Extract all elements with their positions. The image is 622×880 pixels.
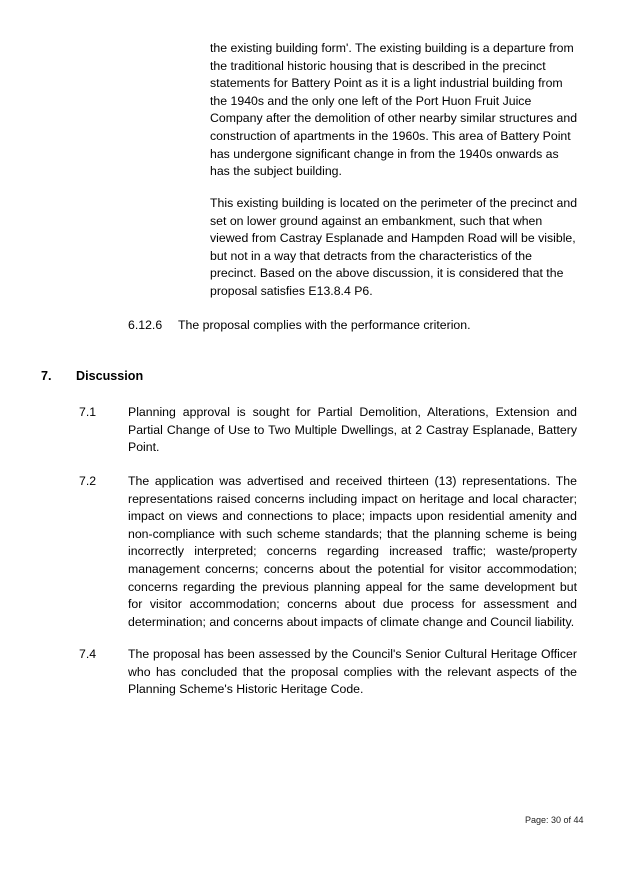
continuation-paragraph-1: the existing building form'. The existing building is a departure from the traditional historic housing that is described in the precinct statements for Battery Point as it is a light industrial building from the 1940s and the only one left of the Port Huon Fruit Juice Company after the demolition of other nearby similar structures and construction of apartments in the 1960s. This area of Battery Point has undergone significant change in from the 1940s onwards as has the subject building. <box>210 41 578 179</box>
item-number: 7.1 <box>79 405 97 419</box>
clause-text: The proposal complies with the performance criterion. <box>178 318 471 332</box>
clause-number: 6.12.6 <box>128 318 163 332</box>
page-number: Page: 30 of 44 <box>525 815 584 825</box>
section-title: Discussion <box>76 369 144 383</box>
item-text: Planning approval is sought for Partial Demolition, Alterations, Extension and Partial Change of Use to Two Multiple Dwellings, at 2 Castray Esplanade, Battery Point. <box>128 405 577 455</box>
item-text: The application was advertised and received thirteen (13) representations. The representations raised concerns including impact on heritage and local character; impact on views and connections to place; impacts upon residential amenity and non-compliance with such scheme standards; that the planning scheme is being incorrectly interpreted; concerns regarding increased traffic; waste/property management concerns; concerns about the potential for visitor accommodation; concerns regarding the previous planning appeal for the same development but for visitor accommodation; concerns about due process for assessment and determination; and concerns about impacts of climate change and Council liability. <box>128 474 577 629</box>
item-text: The proposal has been assessed by the Council's Senior Cultural Heritage Officer who has concluded that the proposal complies with the relevant aspects of the Planning Scheme's Historic Heritage Code. <box>128 647 577 697</box>
section-number: 7. <box>41 369 52 383</box>
continuation-paragraph-2: This existing building is located on the perimeter of the precinct and set on lower ground against an embankment, such that when viewed from Castray Esplanade and Hampden Road will be visible, but not in a way that detracts from the characteristics of the precinct. Based on the above discussion, it is considered that the proposal satisfies E13.8.4 P6. <box>210 196 578 298</box>
item-number: 7.2 <box>79 474 97 488</box>
item-number: 7.4 <box>79 647 97 661</box>
